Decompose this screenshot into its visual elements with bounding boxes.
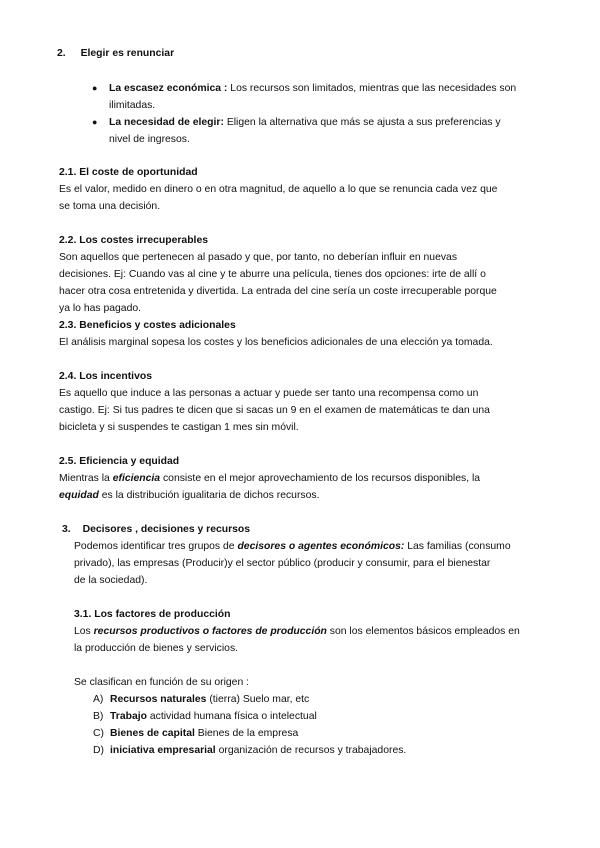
s31-intro: Se clasifican en función de su origen :	[74, 677, 250, 688]
bullet-text: Los recursos son limitados, mientras que las necesidades son	[230, 83, 517, 94]
section-3-heading	[62, 521, 250, 538]
bullet-necesidad-cont: nivel de ingresos.	[109, 134, 190, 145]
term-recursos: recursos productivos o factores de producción	[93, 626, 327, 637]
bullet-escasez	[109, 80, 516, 97]
s31-heading	[74, 606, 230, 623]
section-2-heading	[57, 45, 174, 62]
s22-line: hacer otra cosa entretenida y divertida. La entrada del cine sería un coste irrecuperable porque	[59, 286, 497, 297]
s23-line: El análisis marginal sopesa los costes y los beneficios adicionales de una elección ya tomada.	[59, 337, 493, 348]
section-3-title: Decisores , decisiones y recursos	[82, 524, 251, 535]
s21-heading	[59, 164, 198, 181]
s23-title: 2.3. Beneficios y costes adicionales	[59, 320, 236, 331]
s25-line-1	[59, 470, 480, 487]
s23-heading	[59, 317, 236, 334]
s31-text: son los elementos básicos empleados en	[326, 626, 520, 637]
list-text: actividad humana física o intelectual	[146, 711, 317, 722]
bullet-term: La necesidad de elegir:	[109, 117, 224, 128]
s31-line-2: la producción de bienes y servicios.	[74, 643, 239, 654]
s31-title: 3.1. Los factores de producción	[74, 609, 231, 620]
list-item	[93, 691, 309, 708]
s31-text: Los	[74, 626, 94, 637]
s22-line: decisiones. Ej: Cuando vas al cine y te aburre una película, tienes dos opciones: irte de allí o	[59, 269, 486, 280]
list-text: (tierra) Suelo mar, etc	[206, 694, 310, 705]
section-2-number: 2.	[57, 48, 66, 59]
s3-text: Podemos identificar tres grupos de	[74, 541, 238, 552]
s24-line: Es aquello que induce a las personas a actuar y puede ser tanto una recompensa como un	[59, 388, 479, 399]
s24-line: castigo. Ej: Si tus padres te dicen que si sacas un 9 en el examen de matemáticas te dan una	[59, 405, 490, 416]
bullet-escasez-cont: ilimitadas.	[109, 100, 156, 111]
s22-line: ya lo has pagado.	[59, 303, 142, 314]
s22-heading	[59, 232, 208, 249]
s25-text: es la distribución igualitaria de dichos recursos.	[98, 490, 320, 501]
s25-line-2	[59, 487, 319, 504]
s24-heading	[59, 368, 152, 385]
bullet-term: La escasez económica :	[109, 83, 228, 94]
list-text: organización de recursos y trabajadores.	[215, 745, 407, 756]
list-letter: A)	[93, 694, 104, 705]
section-3-number: 3.	[62, 524, 71, 535]
s25-text: Mientras la	[59, 473, 113, 484]
list-letter: C)	[93, 728, 104, 739]
s3-text: Las familias (consumo	[404, 541, 511, 552]
s22-title: 2.2. Los costes irrecuperables	[59, 235, 209, 246]
s25-title: 2.5. Eficiencia y equidad	[59, 456, 180, 467]
term-decisores: decisores o agentes económicos:	[237, 541, 405, 552]
list-item	[93, 742, 406, 759]
term-equidad: equidad	[59, 490, 99, 501]
list-term: Recursos naturales	[110, 694, 207, 705]
section-2-title: Elegir es renunciar	[80, 48, 175, 59]
list-term: Bienes de capital	[110, 728, 195, 739]
bullet-text: Eligen la alternativa que más se ajusta a sus preferencias y	[226, 117, 501, 128]
s24-title: 2.4. Los incentivos	[59, 371, 152, 382]
list-item	[93, 725, 298, 742]
s31-line-1	[74, 623, 520, 640]
list-item	[93, 708, 317, 725]
s21-line: Es el valor, medido en dinero o en otra magnitud, de aquello a lo que se renuncia cada vez que	[59, 184, 498, 195]
list-text: Bienes de la empresa	[194, 728, 299, 739]
s3-line-1	[74, 538, 511, 555]
s21-line: se toma una decisión.	[59, 201, 161, 212]
s24-line: bicicleta y si suspendes te castigan 1 mes sin móvil.	[59, 422, 299, 433]
list-term: Trabajo	[110, 711, 147, 722]
list-letter: D)	[93, 745, 104, 756]
s21-title: 2.1. El coste de oportunidad	[59, 167, 198, 178]
s22-line: Son aquellos que pertenecen al pasado y que, por tanto, no deberían influir en nuevas	[59, 252, 458, 263]
s3-line-3: de la sociedad).	[74, 575, 148, 586]
s25-heading	[59, 453, 179, 470]
bullet-necesidad	[109, 114, 501, 131]
bullet-icon: ●	[92, 83, 98, 93]
s3-line-2: privado), las empresas (Producir)y el sector público (producir y consumir, para el bienestar	[74, 558, 491, 569]
list-term: iniciativa empresarial	[110, 745, 216, 756]
list-letter: B)	[93, 711, 104, 722]
term-eficiencia: eficiencia	[112, 473, 161, 484]
s25-text: consiste en el mejor aprovechamiento de los recursos disponibles, la	[160, 473, 481, 484]
bullet-icon: ●	[92, 117, 98, 127]
